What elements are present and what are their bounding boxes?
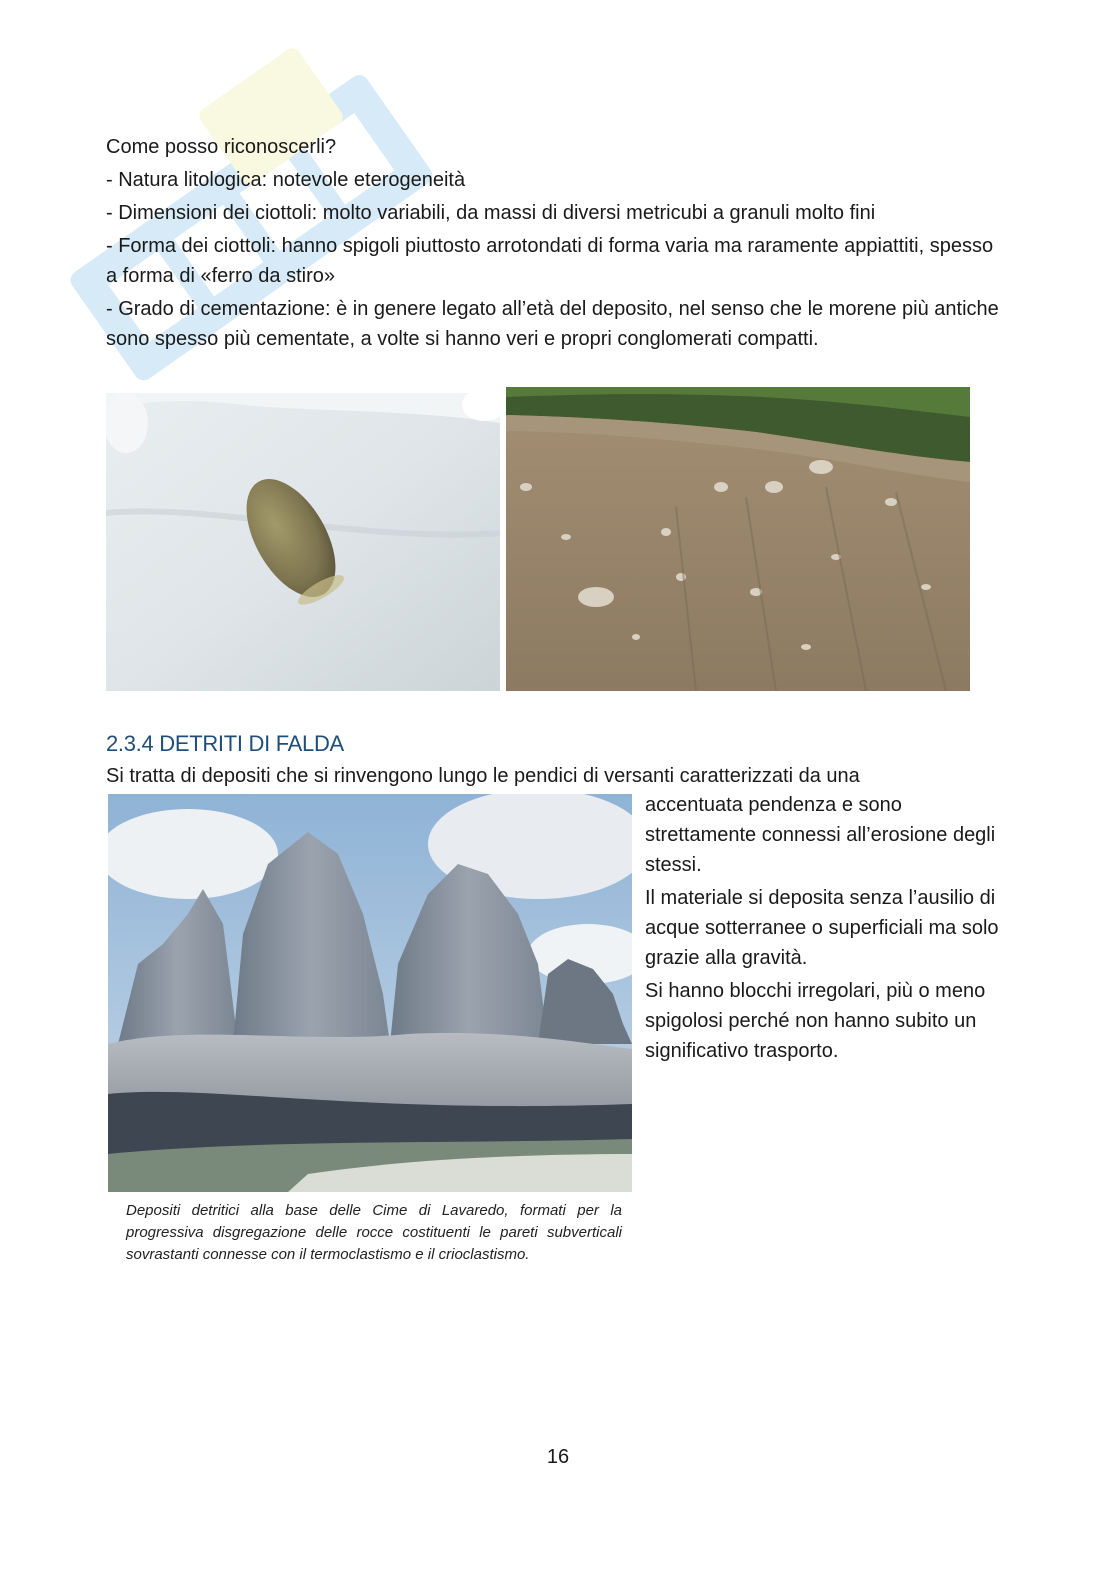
moraine-slope-photo [506, 387, 970, 691]
section-heading: 2.3.4 DETRITI DI FALDA [106, 731, 344, 756]
intro-dimensions: - Dimensioni dei ciottoli: molto variabili, da massi di diversi metricubi a granuli molto fini [106, 202, 876, 224]
intro-question: Come posso riconoscerli? [106, 136, 337, 158]
side-paragraph-gravity: Il materiale si deposita senza l’ausilio di acque sotterranee o superficiali ma solo grazie alla gravità. [645, 887, 999, 969]
pebble-on-snow-photo [106, 393, 500, 691]
page-number: 16 [546, 1446, 570, 1468]
intro-shape: - Forma dei ciottoli: hanno spigoli piuttosto arrotondati di forma varia ma raramente appiattiti, spesso a forma di «ferro da stiro» [106, 235, 994, 287]
intro-lithology: - Natura litologica: notevole eterogeneità [106, 169, 466, 191]
intro-cementation: - Grado di cementazione: è in genere legato all’età del deposito, nel senso che le morene più antiche sono spesso più cementate, a volte si hanno veri e propri conglomerati compatti. [106, 298, 999, 350]
side-paragraph-blocks: Si hanno blocchi irregolari, più o meno spigolosi perché non hanno subito un significativo trasporto. [645, 980, 986, 1062]
intro-text [106, 132, 1006, 354]
section-lead-text: Si tratta di depositi che si rinvengono lungo le pendici di versanti caratterizzati da una [106, 765, 860, 787]
photo-caption: Depositi detritici alla base delle Cime di Lavaredo, formati per la progressiva disgregazione delle rocce costituenti le pareti subverticali sovrastanti connesse con il termoclastismo e il crioclastismo. [126, 1202, 622, 1263]
cime-di-lavaredo-photo [108, 794, 632, 1192]
side-text [645, 790, 1000, 1066]
side-paragraph-slope: accentuata pendenza e sono strettamente connessi all’erosione degli stessi. [645, 794, 996, 876]
